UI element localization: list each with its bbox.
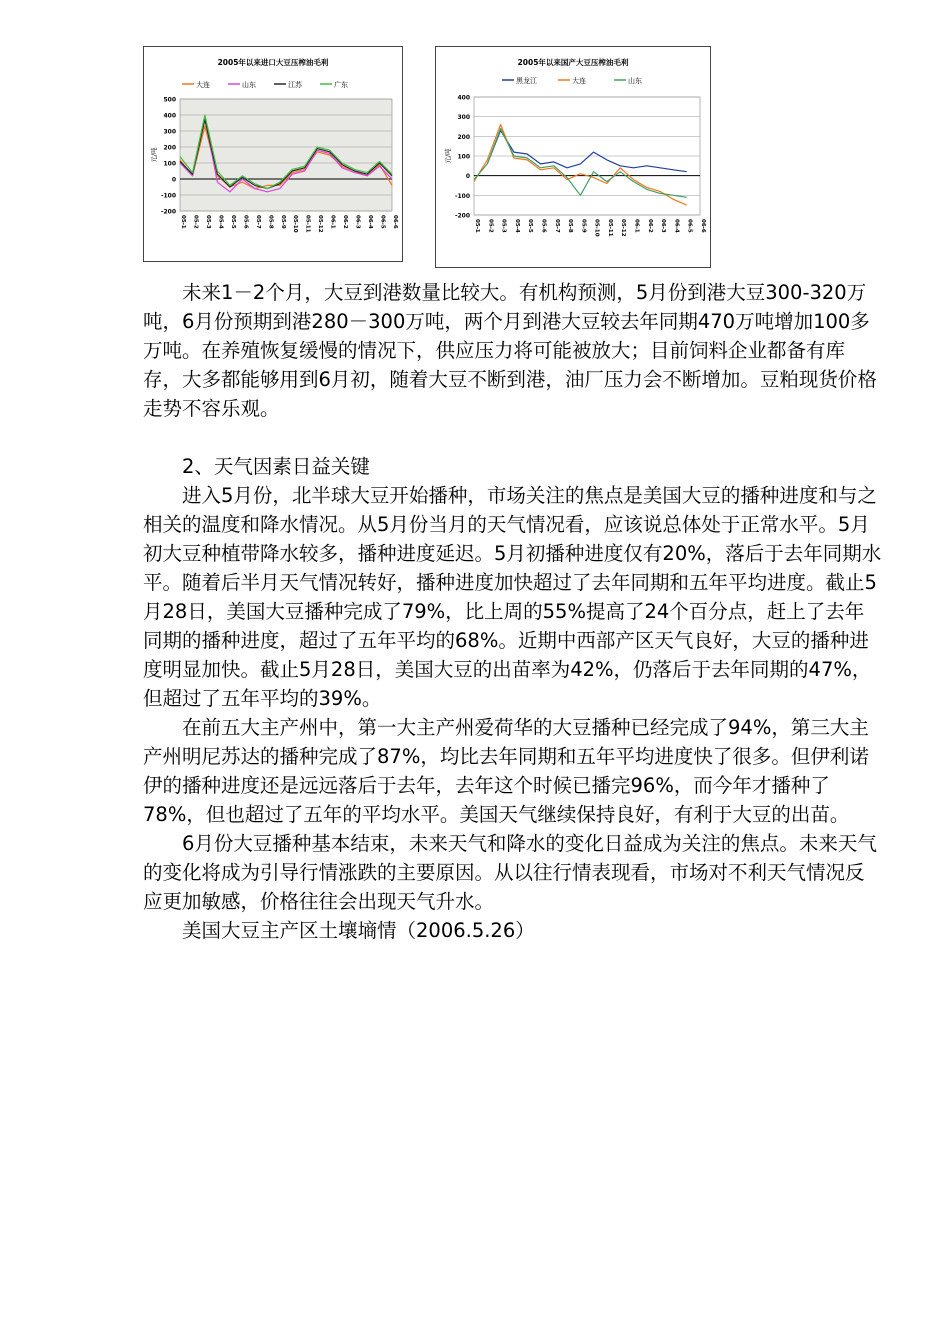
y-tick-label: 500 [163, 96, 176, 104]
x-tick-label: 05-7 [553, 219, 560, 233]
x-tick-label: 05-6 [242, 215, 249, 229]
y-tick-label: 300 [457, 114, 470, 122]
legend-label: 山东 [242, 81, 256, 89]
x-tick-label: 05-12 [317, 215, 324, 233]
chart-imported-soybean [143, 46, 403, 262]
y-tick-label: 0 [465, 173, 470, 181]
paragraph-soil-moisture-caption: 美国大豆主产区土壤墒情（2006.5.26） [182, 919, 535, 942]
article-body [143, 278, 883, 945]
paragraph-major-states: 在前五大主产州中，第一大主产州爱荷华的大豆播种已经完成了94%，第三大主产州明尼苏达的播种完成了87%，均比去年同期和五年平均进度快了很多。但伊利诺伊的播种进度还是远远落后于去年，去年这个时候已播完96%，而今年才播种了78%，但也超过了五年的平均水平。美国天气继续保持良好，有利于大豆的出苗。 [143, 716, 869, 826]
chart-title: 2005年以来国产大豆压榨油毛利 [517, 58, 629, 67]
y-tick-label: 300 [163, 128, 176, 136]
x-tick-label: 05-9 [580, 219, 587, 233]
chart-imported-soybean-svg [144, 47, 402, 261]
x-tick-label: 05-11 [606, 219, 613, 237]
section-heading-weather: 2、天气因素日益关键 [182, 455, 370, 478]
legend-label: 黑龙江 [516, 77, 537, 85]
x-tick-label: 05-1 [474, 219, 480, 233]
x-tick-label: 06-5 [379, 215, 386, 229]
x-tick-label: 05-8 [267, 215, 274, 229]
legend-label: 江苏 [288, 81, 302, 89]
y-tick-label: 200 [457, 133, 470, 141]
x-tick-label: 06-3 [354, 215, 361, 229]
x-tick-label: 05-5 [229, 215, 236, 229]
y-tick-label: 200 [163, 144, 176, 152]
x-tick-label: 05-11 [304, 215, 311, 233]
paragraph-june-outlook: 6月份大豆播种基本结束，未来天气和降水的变化日益成为关注的焦点。未来天气的变化将成为引导行情涨跌的主要原因。从以往行情表现看，市场对不利天气情况反应更加敏感，价格往往会出现天气升水。 [143, 832, 877, 913]
x-tick-label: 05-8 [567, 219, 574, 233]
x-tick-label: 05-9 [279, 215, 286, 229]
legend-label: 大连 [196, 81, 210, 89]
x-tick-label: 06-4 [673, 219, 680, 233]
chart-title: 2005年以来进口大豆压榨油毛利 [217, 58, 329, 67]
x-tick-label: 06-1 [329, 215, 336, 229]
x-tick-label: 05-7 [254, 215, 261, 229]
x-tick-label: 05-1 [180, 215, 186, 229]
x-tick-label: 06-1 [633, 219, 640, 233]
y-tick-label: 400 [163, 112, 176, 120]
legend-label: 大连 [572, 77, 586, 85]
x-tick-label: 06-5 [686, 219, 693, 233]
legend-label: 广东 [334, 81, 348, 89]
y-axis-label: 元/吨 [444, 148, 452, 164]
chart-domestic-soybean-svg [436, 47, 710, 267]
x-tick-label: 05-10 [292, 215, 299, 233]
x-tick-label: 05-2 [487, 219, 494, 233]
y-tick-label: -200 [454, 212, 470, 220]
y-tick-label: 0 [171, 176, 176, 184]
x-tick-label: 05-12 [620, 219, 627, 237]
paragraph-planting-progress: 进入5月份，北半球大豆开始播种，市场关注的焦点是美国大豆的播种进度和与之相关的温度和降水情况。从5月份当月的天气情况看，应该说总体处于正常水平。5月初大豆种植带降水较多，播种进度延迟。5月初播种进度仅有20%，落后于去年同期水平。随着后半月天气情况转好，播种进度加快超过了去年同期和五年平均进度。截止5月28日，美国大豆播种完成了79%，比上周的55%提高了24个百分点，赶上了去年同期的播种进度，超过了五年平均的68%。近期中西部产区天气良好，大豆的播种进度明显加快。截止5月28日，美国大豆的出苗率为42%，仍落后于去年同期的47%，但超过了五年平均的39%。 [143, 484, 882, 710]
y-tick-label: -100 [454, 192, 470, 200]
x-tick-label: 05-4 [217, 215, 224, 229]
x-tick-label: 05-3 [204, 215, 211, 229]
x-tick-label: 05-3 [500, 219, 507, 233]
y-tick-label: 400 [457, 94, 470, 102]
x-tick-label: 06-4 [367, 215, 374, 229]
x-tick-label: 05-5 [527, 219, 534, 233]
paragraph-arrivals: 未来1－2个月，大豆到港数量比较大。有机构预测，5月份到港大豆300-320万吨，6月份预期到港280－300万吨，两个月到港大豆较去年同期470万吨增加100多万吨。在养殖恢复缓慢的情况下，供应压力将可能被放大；目前饲料企业都备有库存，大多都能够用到6月初，随着大豆不断到港，油厂压力会不断增加。豆粕现货价格走势不容乐观。 [143, 281, 877, 420]
y-tick-label: 100 [457, 153, 470, 161]
x-tick-label: 06-6 [392, 215, 398, 229]
x-tick-label: 06-2 [646, 219, 653, 233]
y-axis-label: 元/吨 [150, 147, 158, 163]
x-tick-label: 05-2 [192, 215, 199, 229]
x-tick-label: 06-6 [700, 219, 706, 233]
x-tick-label: 06-3 [660, 219, 667, 233]
x-tick-label: 06-2 [342, 215, 349, 229]
y-tick-label: -100 [160, 192, 176, 200]
x-tick-label: 05-4 [513, 219, 520, 233]
chart-domestic-soybean [435, 46, 711, 268]
legend-label: 山东 [628, 77, 642, 85]
x-tick-label: 05-10 [593, 219, 600, 237]
y-tick-label: 100 [163, 160, 176, 168]
x-tick-label: 05-6 [540, 219, 547, 233]
y-tick-label: -200 [160, 208, 176, 216]
